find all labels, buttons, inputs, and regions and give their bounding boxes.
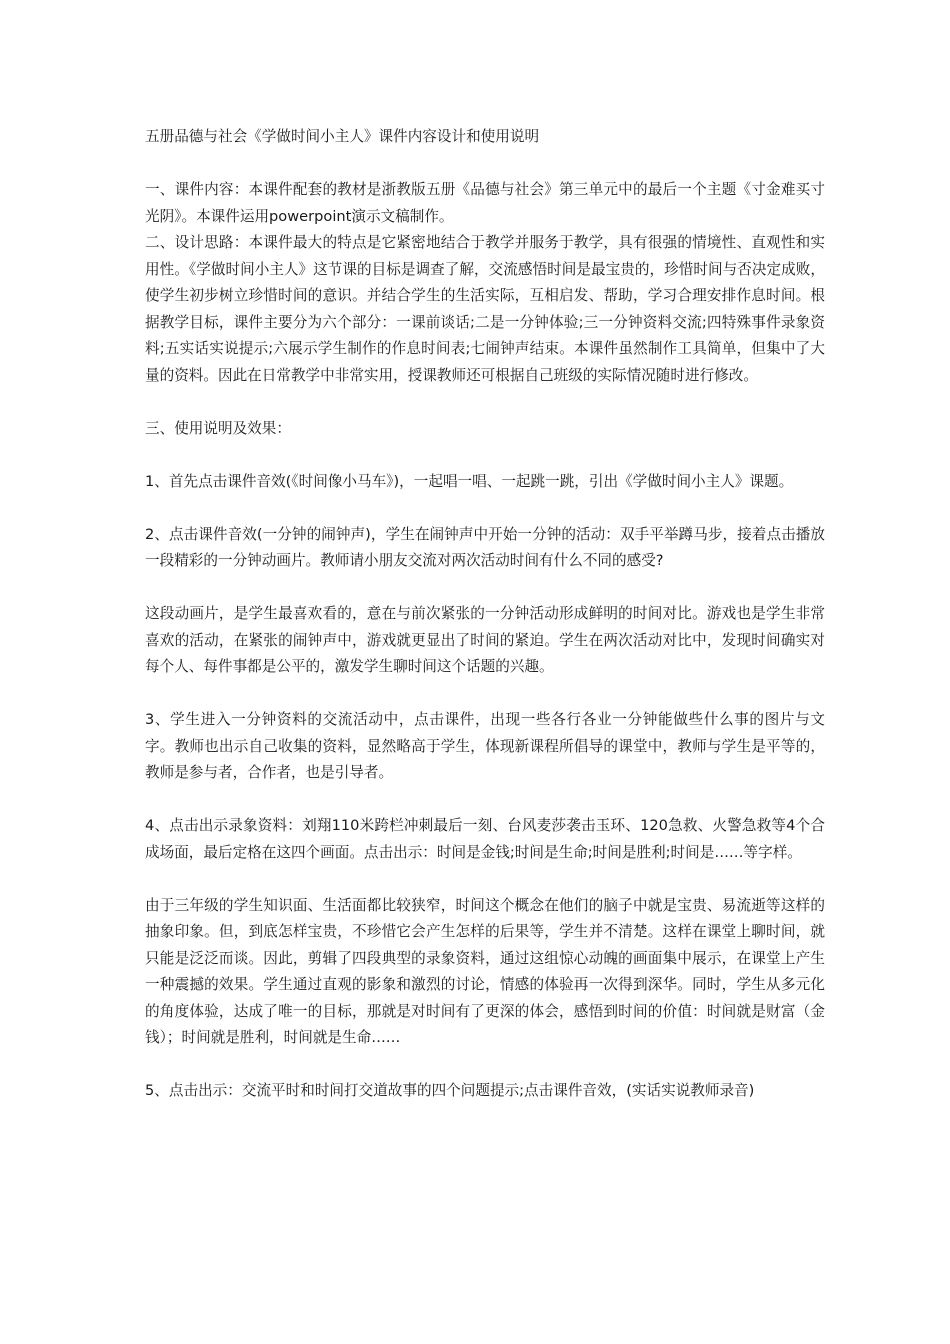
blank-line bbox=[145, 866, 825, 893]
blank-line bbox=[145, 151, 825, 178]
blank-line bbox=[145, 1052, 825, 1079]
section-content-paragraph: 一、课件内容：本课件配套的教材是浙教版五册《品德与社会》第三单元中的最后一个主题《寸金难买寸光阴》。本课件运用powerpoint演示文稿制作。 bbox=[145, 181, 825, 225]
blank-line bbox=[145, 495, 825, 522]
step-3-paragraph: 3、学生进入一分钟资料的交流活动中，点击课件，出现一些各行各业一分钟能做些什么事的图片与文字。教师也出示自己收集的资料，显然略高于学生，体现新课程所倡导的课堂中，教师与学生是平等的，教师是参与者，合作者，也是引导者。 bbox=[145, 711, 825, 781]
blank-line bbox=[145, 575, 825, 602]
blank-line bbox=[145, 681, 825, 708]
document-title: 五册品德与社会《学做时间小主人》课件内容设计和使用说明 bbox=[145, 128, 540, 145]
blank-line bbox=[145, 442, 825, 469]
step-1-paragraph: 1、首先点击课件音效(《时间像小马车》)，一起唱一唱、一起跳一跳，引出《学做时间小主人》课题。 bbox=[145, 472, 794, 490]
blank-line bbox=[145, 389, 825, 416]
blank-line bbox=[145, 787, 825, 814]
step-4-paragraph: 4、点击出示录象资料：刘翔110米跨栏冲刺最后一刻、台风麦莎袭击玉环、120急救、火警急救等4个合成场面，最后定格在这四个画面。点击出示：时间是金钱;时间是生命;时间是胜利;时间是……等字样。 bbox=[145, 817, 825, 861]
section-usage-heading: 三、使用说明及效果： bbox=[145, 419, 291, 437]
step-5-paragraph: 5、点击出示：交流平时和时间打交道故事的四个问题提示;点击课件音效，(实话实说教师录音) bbox=[145, 1082, 755, 1099]
step-2-paragraph: 2、点击课件音效(一分钟的闹钟声)，学生在闹钟声中开始一分钟的活动：双手平举蹲马步，接着点击播放一段精彩的一分钟动画片。教师请小朋友交流对两次活动时间有什么不同的感受? bbox=[145, 525, 825, 569]
step-4-explanation-paragraph: 由于三年级的学生知识面、生活面都比较狭窄，时间这个概念在他们的脑子中就是宝贵、易流逝等这样的抽象印象。但，到底怎样宝贵，不珍惜它会产生怎样的后果等，学生并不清楚。这样在课堂上聊时间，就只能是泛泛而谈。因此，剪辑了四段典型的录象资料，通过这组惊心动魄的画面集中展示，在课堂上产生一种震撼的效果。学生通过直观的影象和激烈的讨论，情感的体验再一次得到深华。同时，学生从多元化的角度体验，达成了唯一的目标，那就是对时间有了更深的体会，感悟到时间的价值：时间就是财富（金钱）；时间就是胜利，时间就是生命…… bbox=[145, 896, 825, 1046]
step-2-explanation-paragraph: 这段动画片，是学生最喜欢看的，意在与前次紧张的一分钟活动形成鲜明的时间对比。游戏也是学生非常喜欢的活动，在紧张的闹钟声中，游戏就更显出了时间的紧迫。学生在两次活动对比中，发现时间确实对每个人、每件事都是公平的，激发学生聊时间这个话题的兴趣。 bbox=[145, 605, 825, 675]
section-design-paragraph: 二、设计思路：本课件最大的特点是它紧密地结合于教学并服务于教学，具有很强的情境性、直观性和实用性。《学做时间小主人》这节课的目标是调查了解，交流感悟时间是最宝贵的，珍惜时间与否决定成败，使学生初步树立珍惜时间的意识。并结合学生的生活实际，互相启发、帮助，学习合理安排作息时间。根据教学目标，课件主要分为六个部分：一课前谈话;二是一分钟体验;三一分钟资料交流;四特殊事件录象资料;五实话实说提示;六展示学生制作的作息时间表;七闹钟声结束。本课件虽然制作工具简单，但集中了大量的资料。因此在日常教学中非常实用，授课教师还可根据自己班级的实际情况随时进行修改。 bbox=[145, 234, 825, 384]
document-body bbox=[145, 124, 825, 1105]
